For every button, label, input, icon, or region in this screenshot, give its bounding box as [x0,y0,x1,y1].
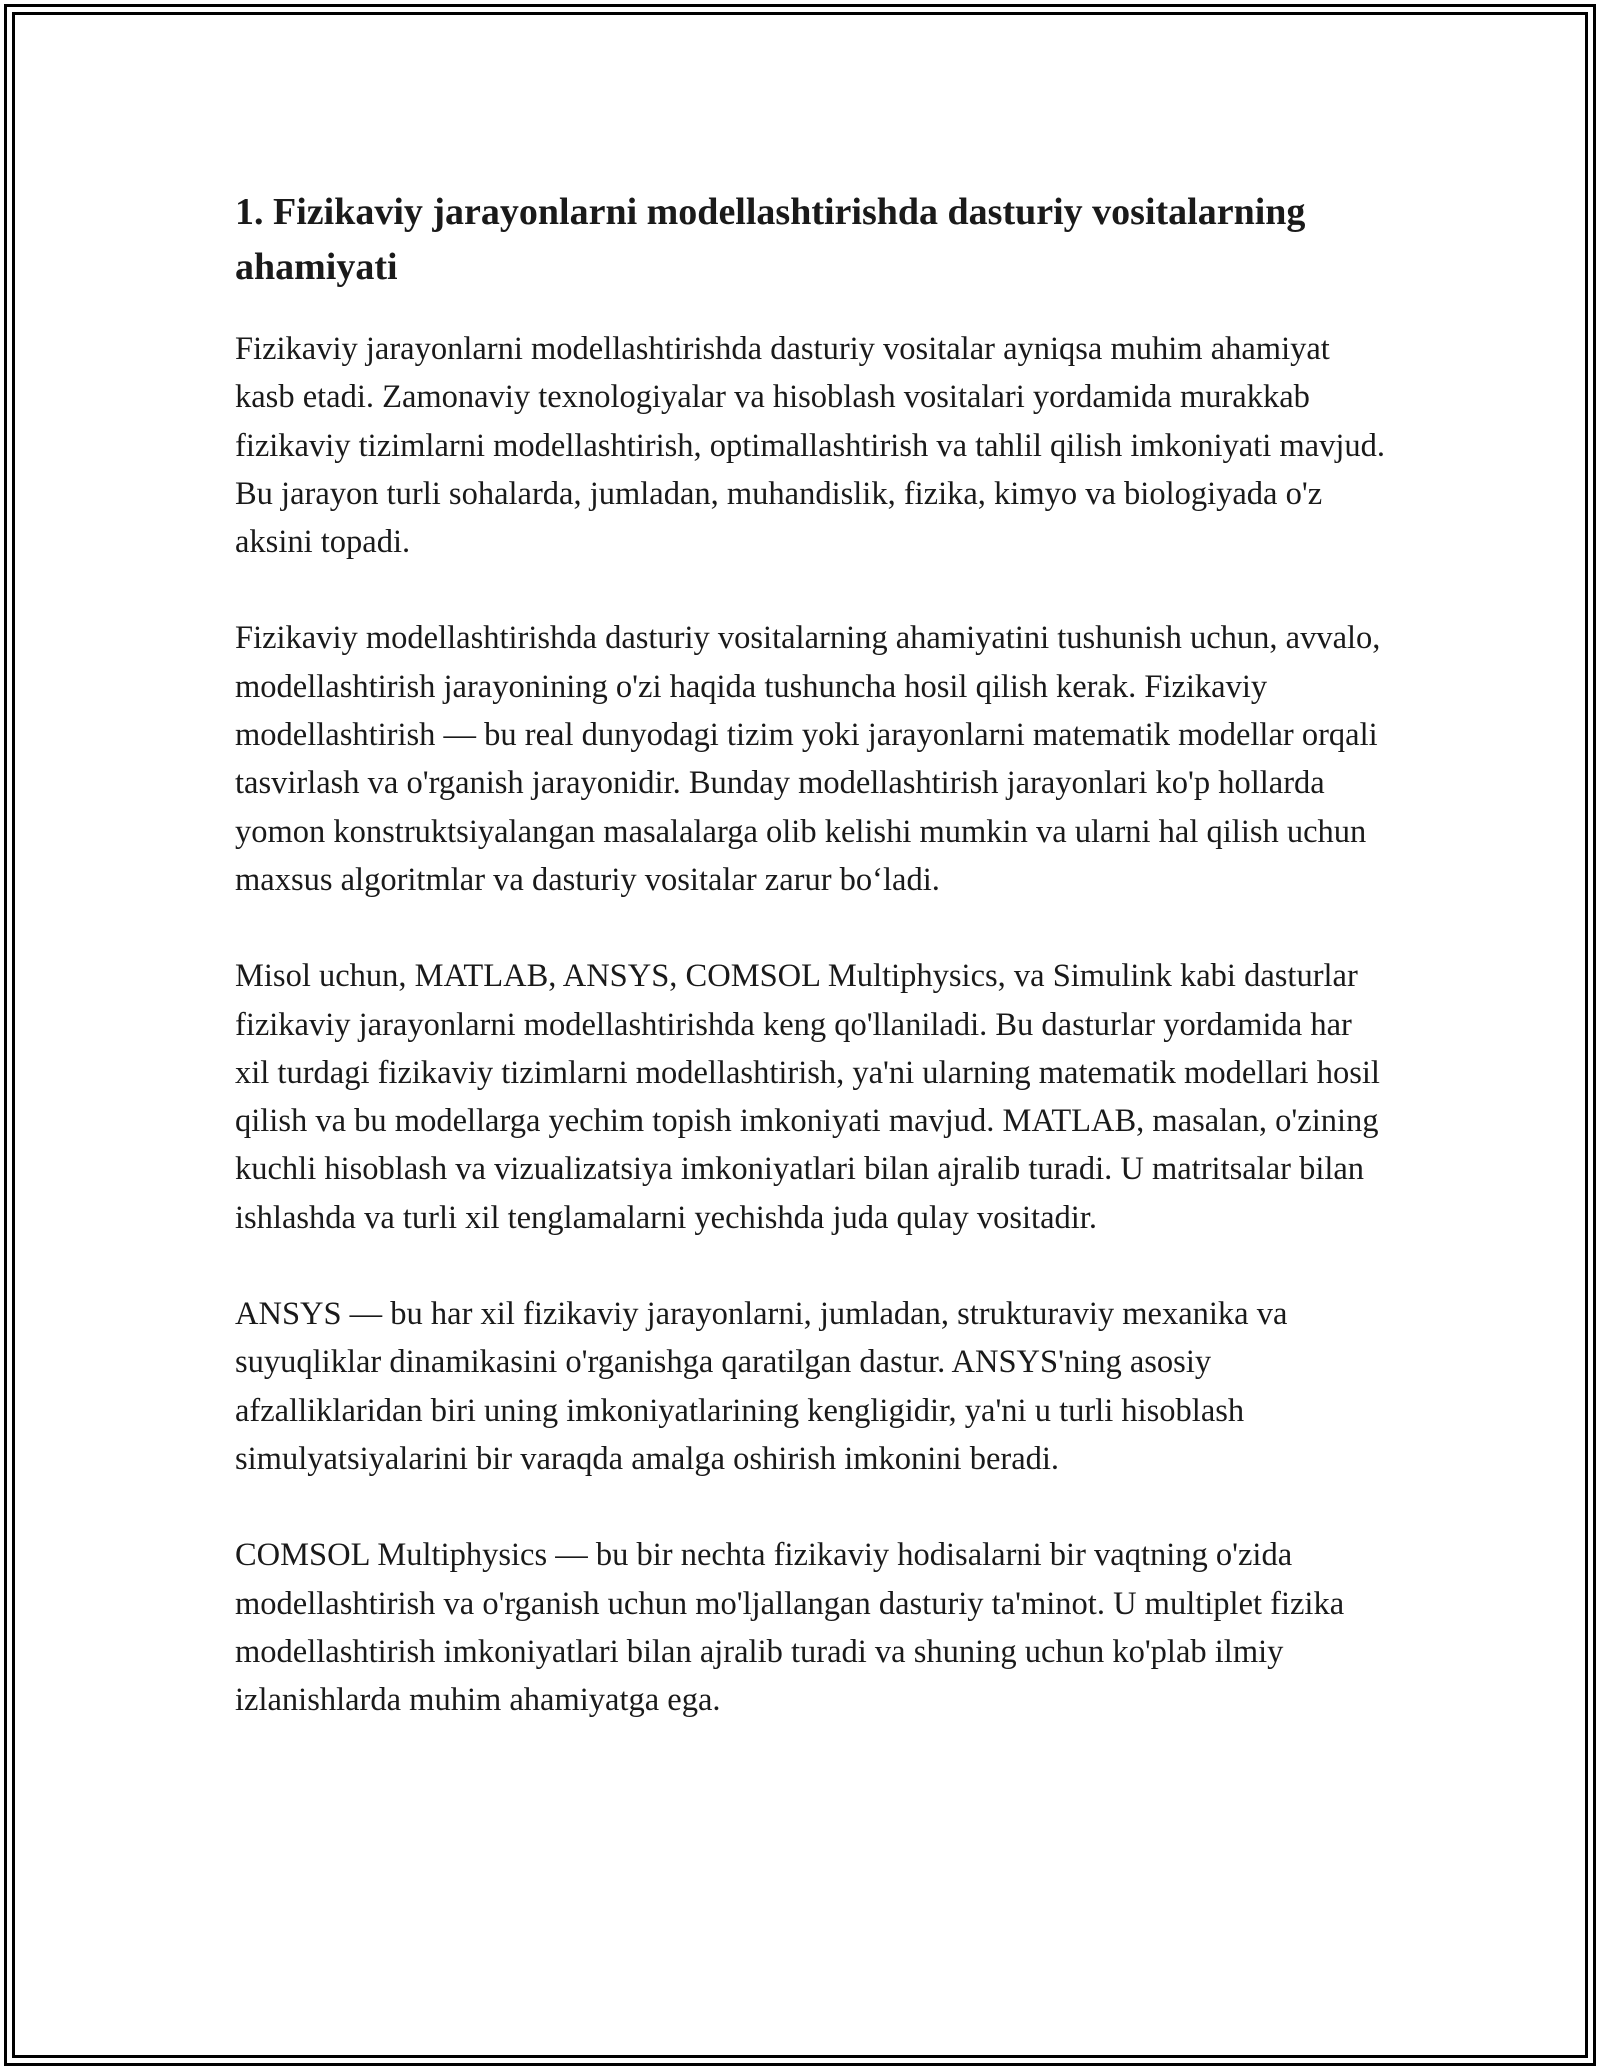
paragraph-intro: Fizikaviy jarayonlarni modellashtirishda dasturiy vositalar ayniqsa muhim ahamiyat kasb etadi. Zamonaviy texnologiyalar va hisoblash vositalari yordamida murakkab fizikaviy tizimlarni modellashtirish, optimallashtirish va tahlil qilish imkoniyati mavjud. Bu jarayon turli sohalarda, jumladan, muhandislik, fizika, kimyo va biologiyada o'z aksini topadi. [235,331,1385,561]
paragraph-software-examples: Misol uchun, MATLAB, ANSYS, COMSOL Multiphysics, va Simulink kabi dasturlar fizikaviy jarayonlarni modellashtirishda keng qo'llaniladi. Bu dasturlar yordamida har xil turdagi fizikaviy tizimlarni modellashtirish, ya'ni ularning matematik modellari hosil qilish va bu modellarga yechim topish imkoniyati mavjud. MATLAB, masalan, o'zining kuchli hisoblash va vizualizatsiya imkoniyatlari bilan ajralib turadi. U matritsalar bilan ishlashda va turli xil tenglamalarni yechishda juda qulay vositadir. [235,958,1380,1236]
document-body [235,185,1385,1724]
paragraph-modeling-definition: Fizikaviy modellashtirishda dasturiy vositalarning ahamiyatini tushunish uchun, avvalo, modellashtirish jarayonining o'zi haqida tushuncha hosil qilish kerak. Fizikaviy modellashtirish — bu real dunyodagi tizim yoki jarayonlarni matematik modellar orqali tasvirlash va o'rganish jarayonidir. Bunday modellashtirish jarayonlari ko'p hollarda yomon konstruktsiyalangan masalalarga olib kelishi mumkin va ularni hal qilish uchun maxsus algoritmlar va dasturiy vositalar zarur bo‘ladi. [235,620,1381,898]
paragraph-ansys: ANSYS — bu har xil fizikaviy jarayonlarni, jumladan, strukturaviy mexanika va suyuqliklar dinamikasini o'rganishga qaratilgan dastur. ANSYS'ning asosiy afzalliklaridan biri uning imkoniyatlarining kengligidir, ya'ni u turli hisoblash simulyatsiyalarini bir varaqda amalga oshirish imkonini beradi. [235,1296,1288,1477]
page-title: 1. Fizikaviy jarayonlarni modellashtirishda dasturiy vositalarning ahamiyati [235,191,1306,288]
paragraph-comsol: COMSOL Multiphysics — bu bir nechta fizikaviy hodisalarni bir vaqtning o'zida modellashtirish va o'rganish uchun mo'ljallangan dasturiy ta'minot. U multiplet fizika modellashtirish imkoniyatlari bilan ajralib turadi va shuning uchun ko'plab ilmiy izlanishlarda muhim ahamiyatga ega. [235,1537,1345,1719]
